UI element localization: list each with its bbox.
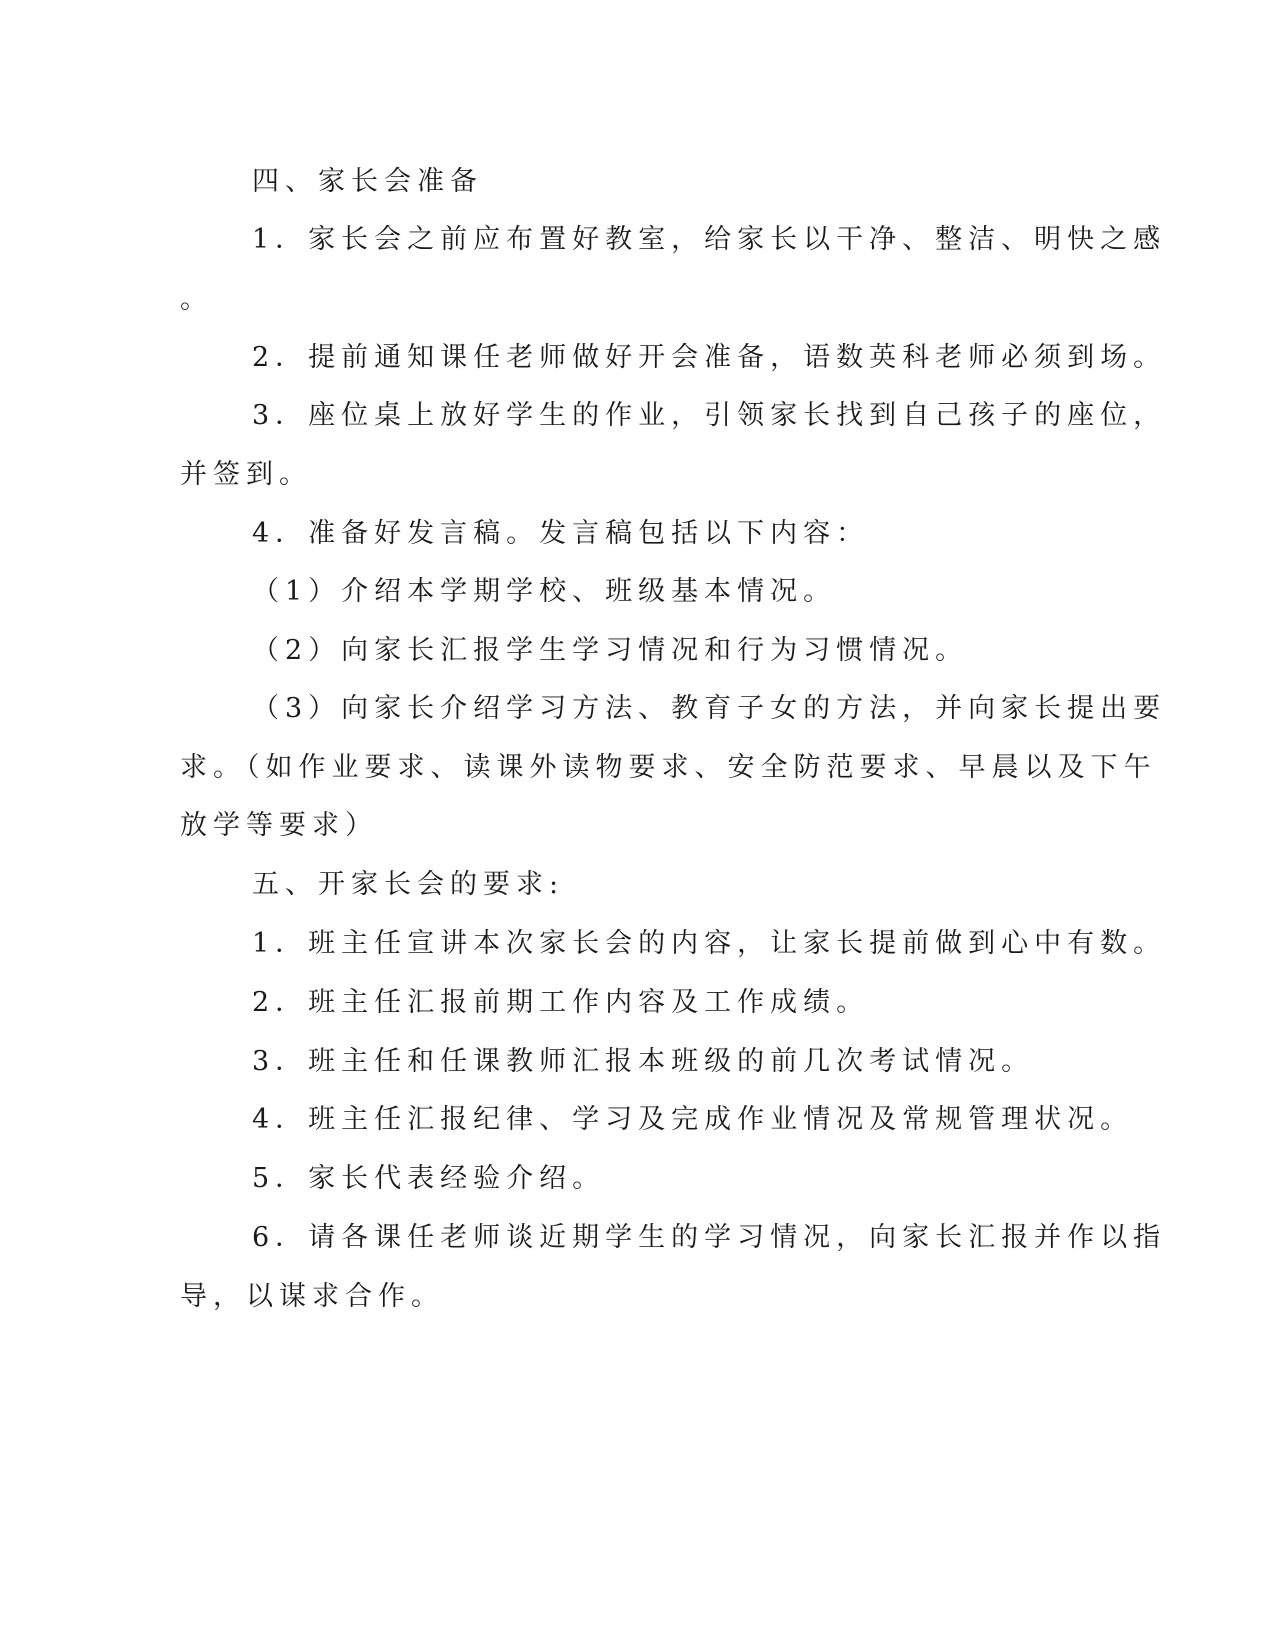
paragraph-line: 。 <box>180 284 213 315</box>
paragraph-line: 3．班主任和任课教师汇报本班级的前几次考试情况。 <box>252 1046 1035 1077</box>
paragraph-line: 4．准备好发言稿。发言稿包括以下内容： <box>252 518 870 549</box>
paragraph-line: 1．家长会之前应布置好教室，给家长以干净、整洁、明快之感 <box>252 224 1167 255</box>
paragraph-line: 6．请各课任老师谈近期学生的学习情况，向家长汇报并作以指 <box>252 1222 1167 1253</box>
paragraph-line: （1）介绍本学期学校、班级基本情况。 <box>252 576 837 607</box>
paragraph-line: （2）向家长汇报学生学习情况和行为习惯情况。 <box>252 635 969 666</box>
paragraph-line: （3）向家长介绍学习方法、教育子女的方法，并向家长提出要 <box>252 693 1167 724</box>
paragraph-line: 求。（如作业要求、读课外读物要求、安全防范要求、早晨以及下午 <box>180 752 1157 783</box>
paragraph-line: 4．班主任汇报纪律、学习及完成作业情况及常规管理状况。 <box>252 1104 1134 1135</box>
paragraph-line: 2．提前通知课任老师做好开会准备，语数英科老师必须到场。 <box>252 342 1167 373</box>
paragraph-line: 5．家长代表经验介绍。 <box>252 1163 606 1194</box>
paragraph-line: 并签到。 <box>180 459 312 490</box>
paragraph-line: 1．班主任宣讲本次家长会的内容，让家长提前做到心中有数。 <box>252 928 1167 959</box>
paragraph-line: 3．座位桌上放好学生的作业，引领家长找到自己孩子的座位， <box>252 400 1167 431</box>
section-heading-requirements: 五、开家长会的要求: <box>252 869 565 900</box>
paragraph-line: 导，以谋求合作。 <box>180 1281 444 1312</box>
section-heading-preparation: 四、家长会准备 <box>252 166 483 197</box>
paragraph-line: 放学等要求） <box>180 810 378 841</box>
paragraph-line: 2．班主任汇报前期工作内容及工作成绩。 <box>252 987 870 1018</box>
